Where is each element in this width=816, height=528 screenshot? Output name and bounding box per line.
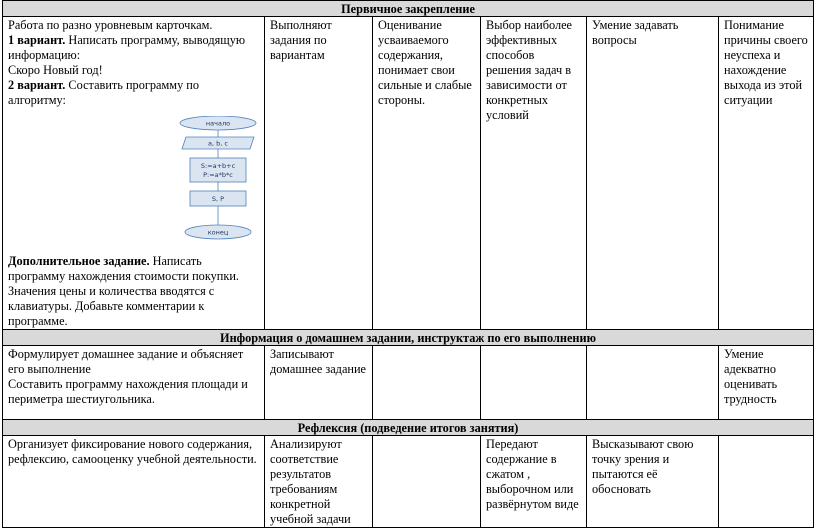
communicative-uud-cell: Высказывают свою точку зрения и пытаются её обосновать — [587, 436, 719, 528]
variant-2-task — [8, 78, 259, 108]
section-title-primary: Первичное закрепление — [3, 1, 814, 17]
section-header-row — [3, 1, 814, 17]
section-header-row — [3, 420, 814, 436]
regulative-uud-cell: Выбор наиболее эффективных способов решения задач в зависимости от конкретных условий — [481, 17, 587, 330]
variant-1-task — [8, 33, 259, 63]
teacher-activity-cell — [3, 17, 265, 330]
homework-task: Составить программу нахождения площади и периметра шестиугольника. — [8, 377, 248, 406]
extra-task — [8, 254, 259, 329]
personal-uud-cell: Понимание причины своего неуспеха и нахождение выхода из этой ситуации — [719, 17, 814, 330]
communicative-uud-cell — [587, 346, 719, 420]
table-row — [3, 346, 814, 420]
personal-uud-cell — [719, 436, 814, 528]
flowchart-start-label: начало — [205, 119, 231, 128]
table-row — [3, 436, 814, 528]
flowchart-end-label: конец — [207, 228, 229, 237]
variant-1-output-text: Скоро Новый год! — [8, 63, 103, 77]
cognitive-uud-cell — [373, 346, 481, 420]
flowchart-input-label: a, b, c — [208, 139, 228, 148]
personal-uud-cell: Умение адекватно оценивать трудность — [719, 346, 814, 420]
flowchart-output-label: S, P — [211, 195, 225, 203]
teacher-activity-cell: Организует фиксирование нового содержания, рефлексию, самооценку учебной деятельности. — [3, 436, 265, 528]
section-title-reflection: Рефлексия (подведение итогов занятия) — [3, 420, 814, 436]
task-intro: Работа по разно уровневым карточкам. — [8, 18, 213, 32]
flowchart — [8, 116, 259, 244]
regulative-uud-cell: Передают содержание в сжатом , выборочном или развёрнутом виде — [481, 436, 587, 528]
table-row — [3, 17, 814, 330]
student-activity-cell: Анализируют соответствие результатов требованиям конкретной учебной задачи — [265, 436, 373, 528]
variant-2-label: 2 вариант. — [8, 78, 66, 92]
cognitive-uud-cell — [373, 436, 481, 528]
variant-1-text: Написать программу, выводящую информацию: — [8, 33, 246, 62]
lesson-plan-table — [2, 0, 814, 528]
cognitive-uud-cell: Оценивание усваиваемого содержания, понимает свои сильные и слабые стороны. — [373, 17, 481, 330]
student-activity-cell: Записывают домашнее задание — [265, 346, 373, 420]
flowchart-process-line-2: P:=a*b*c — [203, 171, 233, 179]
flowchart-process-line-1: S:=a+b+c — [200, 162, 236, 170]
student-activity-cell: Выполняют задания по вариантам — [265, 17, 373, 330]
communicative-uud-cell: Умение задавать вопросы — [587, 17, 719, 330]
teacher-activity-cell — [3, 346, 265, 420]
homework-instruction: Формулирует домашнее задание и объясняет его выполнение — [8, 347, 244, 376]
variant-2-text: Составить программу по алгоритму: — [8, 78, 200, 107]
regulative-uud-cell — [481, 346, 587, 420]
section-title-homework: Информация о домашнем задании, инструктаж по его выполнению — [3, 330, 814, 346]
variant-1-label: 1 вариант. — [8, 33, 66, 47]
extra-task-label: Дополнительное задание. — [8, 254, 150, 268]
section-header-row — [3, 330, 814, 346]
extra-task-text: Написать программу нахождения стоимости покупки. Значения цены и количества вводятся с клавиатуры. Добавьте комментарии к программе. — [8, 254, 239, 328]
